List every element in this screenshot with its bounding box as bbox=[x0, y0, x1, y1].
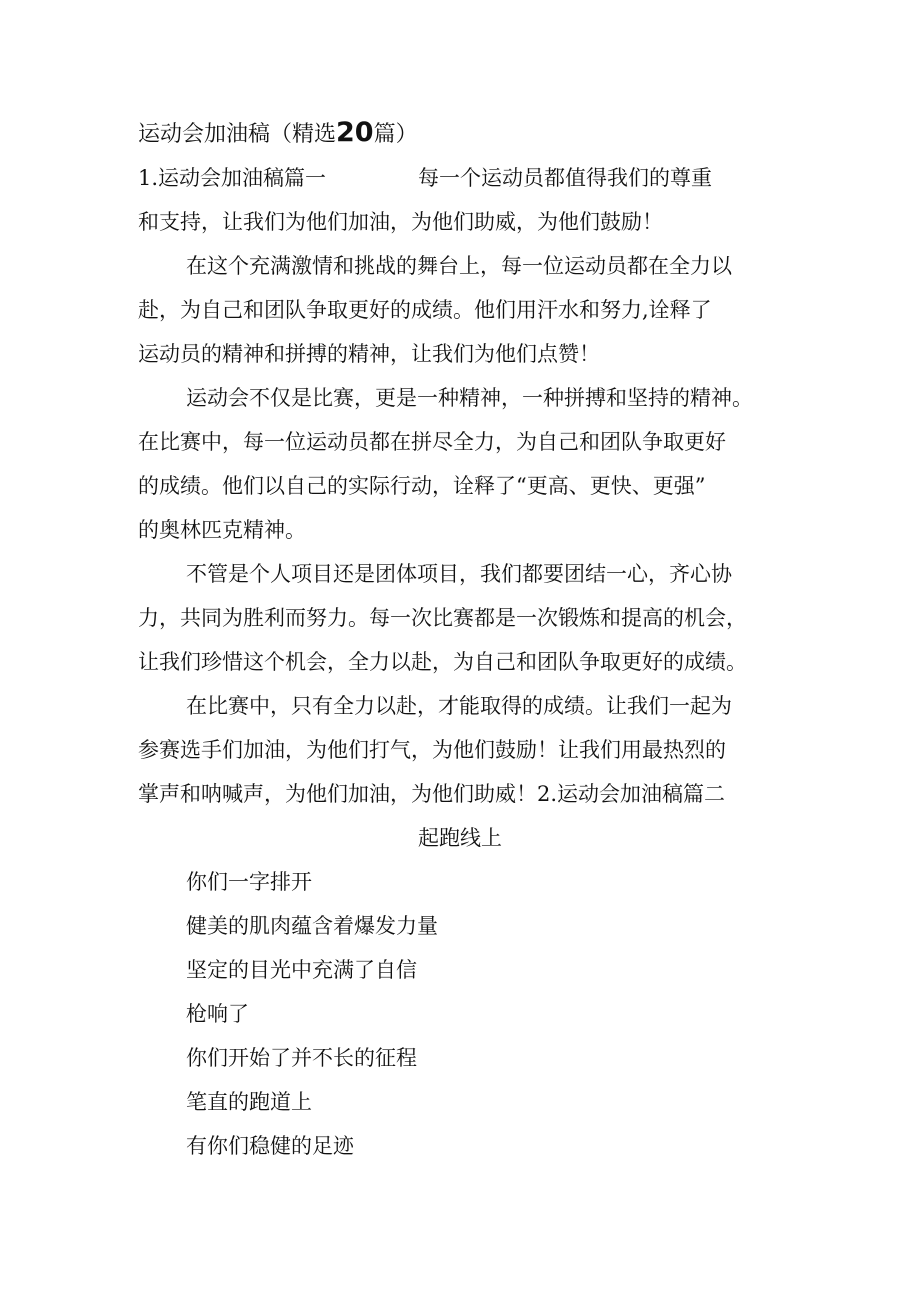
title-suffix: 篇） bbox=[373, 122, 418, 147]
title-number: 20 bbox=[336, 117, 374, 148]
title-prefix: 运动会加油稿（精选 bbox=[138, 122, 337, 147]
poem-line-7: 有你们稳健的足迹 bbox=[186, 1134, 354, 1158]
paragraph-1-line-2: 赴，为自己和团队争取更好的成绩。他们用汗水和努力,诠释了 bbox=[138, 298, 712, 322]
paragraph-3-line-1: 不管是个人项目还是团体项目，我们都要团结一心，齐心协 bbox=[186, 562, 732, 586]
section1-heading-line bbox=[138, 163, 712, 193]
paragraph-1-line-3: 运动员的精神和拼搏的精神，让我们为他们点赞！ bbox=[138, 342, 600, 366]
paragraph-1-line-1: 在这个充满激情和挑战的舞台上，每一位运动员都在全力以 bbox=[186, 254, 732, 278]
paragraph-2-line-2: 在比赛中，每一位运动员都在拼尽全力，为自己和团队争取更好 bbox=[138, 430, 726, 454]
poem-line-6: 笔直的跑道上 bbox=[186, 1090, 312, 1114]
poem-line-3: 坚定的目光中充满了自信 bbox=[186, 958, 417, 982]
paragraph-4-line-2: 参赛选手们加油，为他们打气，为他们鼓励！让我们用最热烈的 bbox=[138, 738, 726, 762]
paragraph-4-line-1: 在比赛中，只有全力以赴，才能取得的成绩。让我们一起为 bbox=[186, 694, 732, 718]
section1-intro-continued: 和支持，让我们为他们加油，为他们助威，为他们鼓励！ bbox=[138, 210, 663, 234]
poem-line-2: 健美的肌肉蕴含着爆发力量 bbox=[186, 914, 438, 938]
poem-line-5: 你们开始了并不长的征程 bbox=[186, 1046, 417, 1070]
paragraph-2-line-4: 的奥林匹克精神。 bbox=[138, 518, 306, 542]
paragraph-2-line-3: 的成绩。他们以自己的实际行动，诠释了“更高、更快、更强” bbox=[138, 474, 706, 498]
section1-intro-start: 每一个运动员都值得我们的尊重 bbox=[418, 166, 712, 190]
poem-line-4: 枪响了 bbox=[186, 1002, 249, 1026]
section1-heading: 1.运动会加油稿篇一 bbox=[138, 166, 327, 190]
poem-title: 起跑线上 bbox=[418, 826, 502, 850]
poem-line-1: 你们一字排开 bbox=[186, 870, 312, 894]
paragraph-3-line-3: 让我们珍惜这个机会，全力以赴，为自己和团队争取更好的成绩。 bbox=[138, 650, 747, 674]
paragraph-3-line-2: 力，共同为胜利而努力。每一次比赛都是一次锻炼和提高的机会， bbox=[138, 606, 747, 630]
paragraph-2-line-1: 运动会不仅是比赛，更是一种精神，一种拼搏和坚持的精神。 bbox=[186, 386, 753, 410]
document-title bbox=[138, 118, 418, 150]
paragraph-4-line-3: 掌声和呐喊声，为他们加油，为他们助威！2.运动会加油稿篇二 bbox=[138, 782, 726, 806]
